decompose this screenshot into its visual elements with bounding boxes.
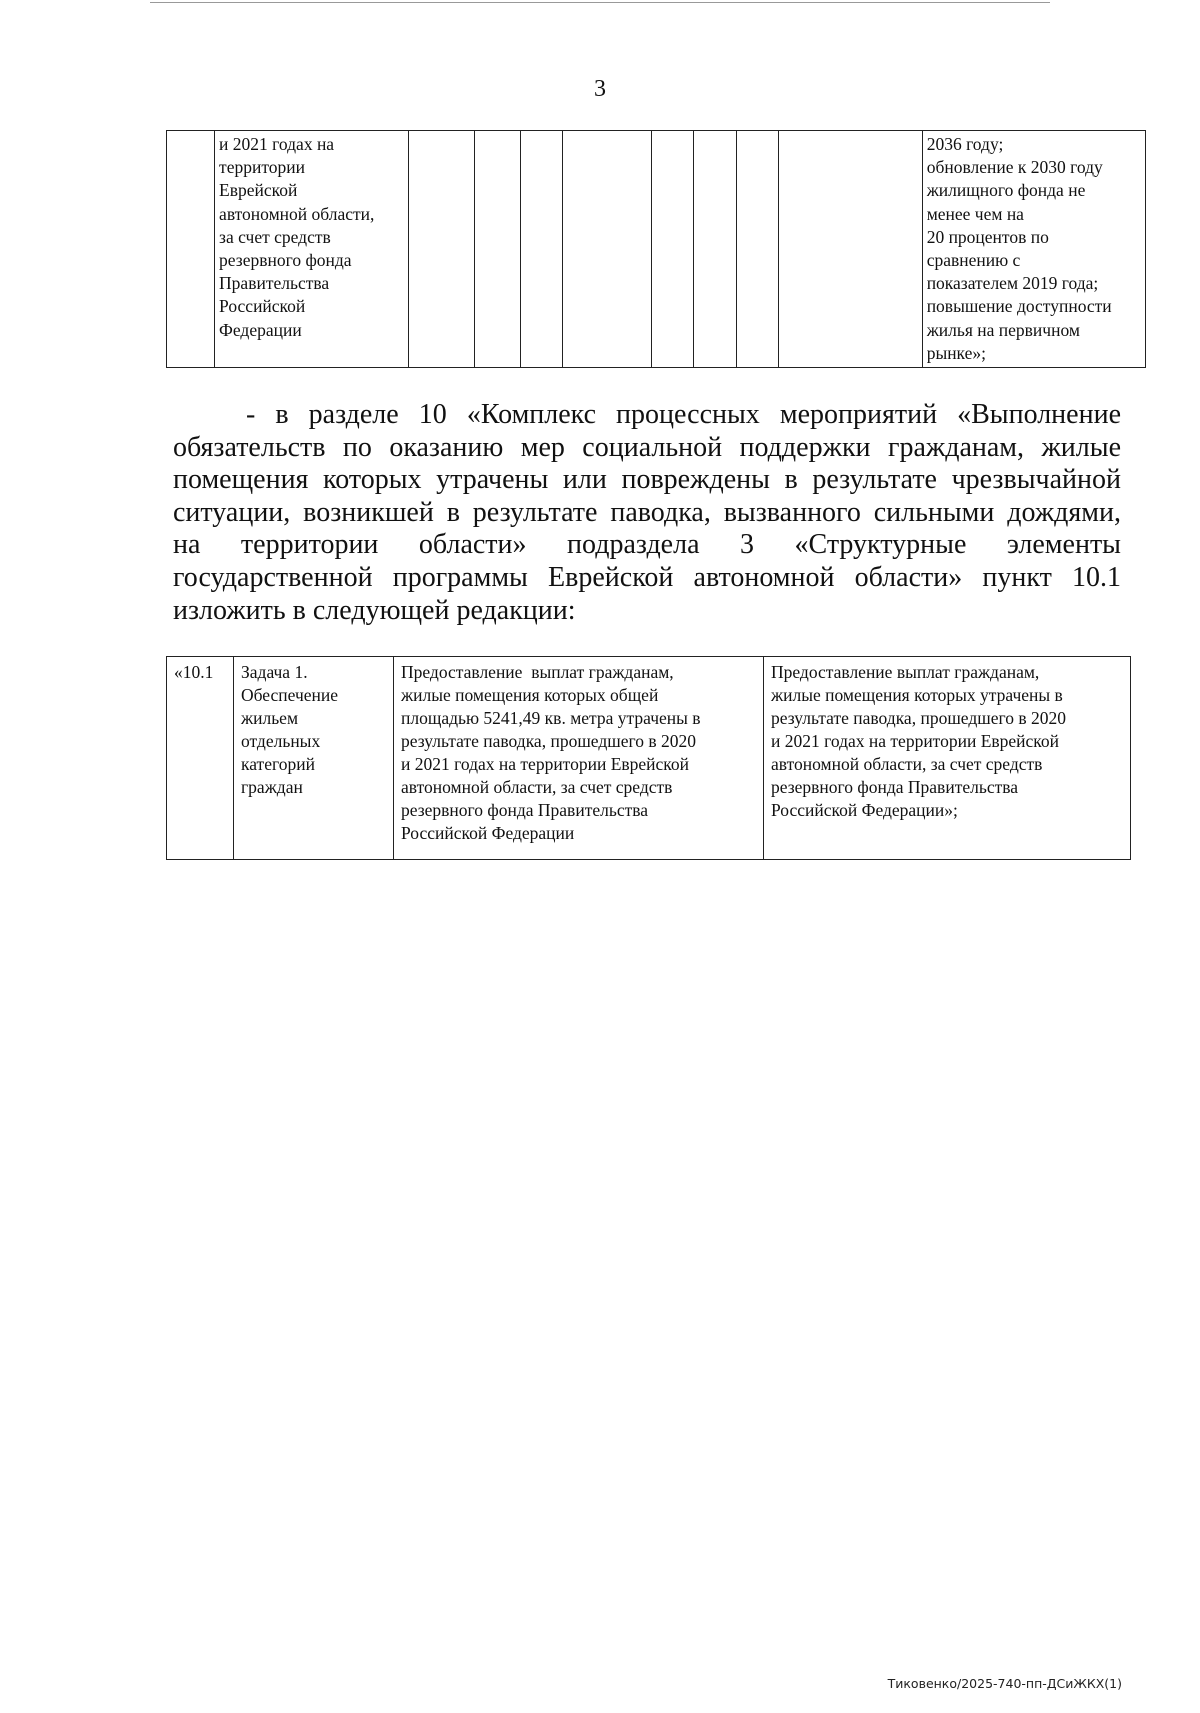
footer-reference: Тиковенко/2025-740-пп-ДСиЖКХ(1) bbox=[887, 1676, 1122, 1691]
paragraph-line: обязательств по оказанию мер социальной поддержки гражданам, жилые bbox=[173, 431, 1121, 463]
table-cell bbox=[167, 131, 215, 368]
table-row bbox=[167, 131, 1146, 368]
table-cell bbox=[475, 131, 521, 368]
continued-table bbox=[166, 130, 1146, 368]
paragraph-line: изложить в следующей редакции: bbox=[173, 594, 576, 626]
amendment-paragraph bbox=[173, 399, 1121, 627]
table-cell bbox=[694, 131, 736, 368]
table-cell bbox=[736, 131, 778, 368]
task-cell: Задача 1. Обеспечение жильем отдельных категорий граждан bbox=[234, 657, 394, 860]
paragraph-line: на территории области» подраздела 3 «Структурные элементы bbox=[173, 529, 1121, 561]
table-row bbox=[167, 657, 1131, 860]
result-cell: Предоставление выплат гражданам, жилые помещения которых утрачены в результате паводка, прошедшего в 2020 и 2021 годах на территории Еврейской автономной области, за счет средств резервного фонда Правительства Российской Федерации»; bbox=[764, 657, 1131, 860]
program-name-cell: и 2021 годах на территории Еврейской автономной области, за счет средств резервного фонда Правительства Российской Федерации bbox=[215, 131, 409, 368]
table-cell bbox=[652, 131, 694, 368]
paragraph-line: ситуации, возникшей в результате паводка, вызванного сильными дождями, bbox=[173, 496, 1121, 528]
paragraph-line: помещения которых утрачены или повреждены в результате чрезвычайной bbox=[173, 464, 1121, 496]
expected-results-cell: 2036 году; обновление к 2030 году жилищного фонда не менее чем на 20 процентов по сравнению с показателем 2019 года; повышение доступности жилья на первичном рынке»; bbox=[922, 131, 1145, 368]
paragraph-line: государственной программы Еврейской автономной области» пункт 10.1 bbox=[173, 561, 1121, 593]
top-scan-rule bbox=[150, 2, 1050, 3]
item-number-cell: «10.1 bbox=[167, 657, 234, 860]
table-cell bbox=[563, 131, 652, 368]
page-number: 3 bbox=[594, 76, 606, 102]
table-cell bbox=[521, 131, 563, 368]
table-cell bbox=[409, 131, 475, 368]
table-cell bbox=[778, 131, 922, 368]
measure-cell: Предоставление выплат гражданам, жилые помещения которых общей площадью 5241,49 кв. метра утрачены в результате паводка, прошедшего в 2020 и 2021 годах на территории Еврейской автономной области, за счет средств резервного фонда Правительства Российской Федерации bbox=[394, 657, 764, 860]
new-edition-table bbox=[166, 656, 1131, 860]
paragraph-line: - в разделе 10 «Комплекс процессных мероприятий «Выполнение bbox=[246, 399, 1121, 430]
